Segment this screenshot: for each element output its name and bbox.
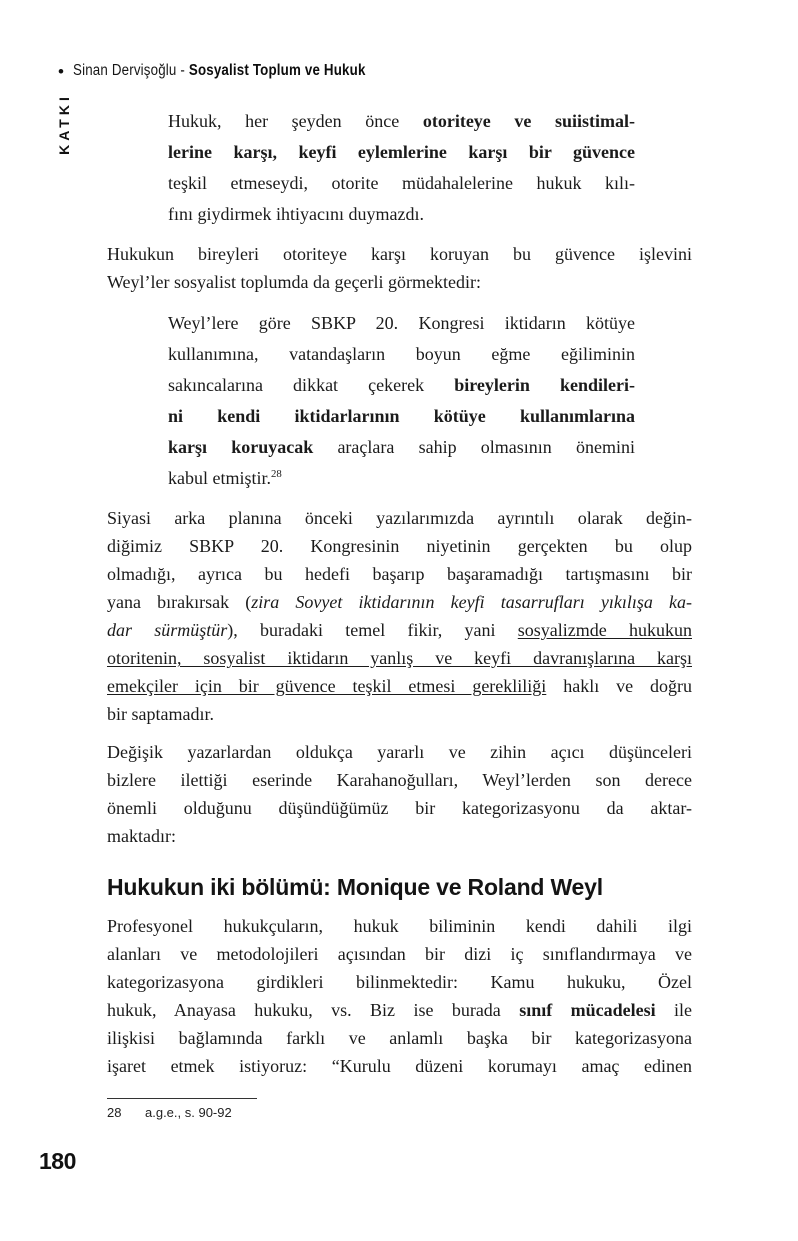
text-line <box>107 766 692 794</box>
text-run: emekçiler için bir güvence teşkil etmesi gerekliliği <box>107 676 547 696</box>
text-run: dar sürmüştür <box>107 620 228 640</box>
text-line <box>168 432 635 463</box>
text-run: otoritenin, sosyalist iktidarın yanlış ve keyfi davranışlarına karşı <box>107 648 692 668</box>
footnote-rule <box>107 1098 257 1099</box>
footnote-number: 28 <box>107 1105 122 1120</box>
header-text <box>73 62 366 80</box>
block-quote <box>168 106 635 230</box>
text-run: Siyasi arka planına önceki yazılarımızda ayrıntılı olarak değin- <box>107 508 692 528</box>
text-line <box>107 644 692 672</box>
text-line <box>107 794 692 822</box>
text-line <box>107 996 692 1024</box>
text-run: olmadığı, ayrıca bu hedefi başarıp başaramadığı tartışmasını bir <box>107 564 692 584</box>
text-line <box>107 1024 692 1052</box>
text-line <box>168 463 635 494</box>
text-run: kullanımına, vatandaşların boyun eğme eğiliminin <box>168 344 635 364</box>
text-run: Weyl’ler sosyalist toplumda da geçerli görmektedir: <box>107 272 481 292</box>
text-run: ilişkisi bağlamında farklı ve anlamlı başka bir kategorizasyona <box>107 1028 692 1048</box>
text-run: sınıf mücadelesi <box>519 1000 656 1020</box>
text-run: kabul etmiştir. <box>168 468 271 488</box>
text-run: sakıncalarına dikkat çekerek <box>168 375 455 395</box>
text-run: hukuk, Anayasa hukuku, vs. Biz ise burada <box>107 1000 520 1020</box>
paragraph <box>107 504 692 728</box>
text-run: ni kendi iktidarlarının kötüye kullanımlarına <box>168 406 635 426</box>
text-run: bizlere ilettiği eserinde Karahanoğulları, Weyl’lerden son derece <box>107 770 692 790</box>
paragraph <box>107 912 692 1080</box>
text-line <box>168 308 635 339</box>
text-run: ile <box>655 1000 692 1020</box>
text-line <box>168 370 635 401</box>
text-run: Weyl’lere göre SBKP 20. Kongresi iktidarın kötüye <box>168 313 635 333</box>
text-line <box>168 339 635 370</box>
text-line <box>107 268 692 296</box>
text-line <box>107 588 692 616</box>
page-number: 180 <box>39 1148 76 1174</box>
block-quote <box>168 308 635 494</box>
text-line <box>168 199 635 230</box>
text-run: haklı ve doğru <box>546 676 692 696</box>
text-run: fını giydirmek ihtiyacını duymazdı. <box>168 204 424 224</box>
page-body <box>107 94 692 1080</box>
text-line <box>107 968 692 996</box>
text-line <box>107 560 692 588</box>
text-run: kategorizasyona girdikleri bilinmektedir: Kamu hukuku, Özel <box>107 972 692 992</box>
text-line <box>107 822 692 850</box>
paragraph <box>107 738 692 850</box>
header-author: Sinan Dervişoğlu - <box>72 62 189 79</box>
text-run: işaret etmek istiyoruz: “Kurulu düzeni korumayı amaç edinen <box>107 1056 692 1076</box>
text-run: yana bırakırsak ( <box>107 592 252 612</box>
text-run: zira Sovyet iktidarının keyfi tasarrufları yıkılışa ka- <box>251 592 692 612</box>
text-run: ), buradaki temel fikir, yani <box>227 620 518 640</box>
text-run: diğimiz SBKP 20. Kongresinin niyetinin gerçekten bu olup <box>107 536 692 556</box>
paragraph <box>107 240 692 296</box>
text-line <box>107 240 692 268</box>
text-run: maktadır: <box>107 826 176 846</box>
text-line <box>168 106 635 137</box>
footnote <box>107 1098 257 1120</box>
text-run: karşı koruyacak <box>168 437 314 457</box>
text-run: araçlara sahip olmasının önemini <box>313 437 635 457</box>
text-line <box>107 738 692 766</box>
text-run: sosyalizmde hukukun <box>517 620 692 640</box>
text-run: alanları ve metodolojileri açısından bir dizi iç sınıflandırmaya ve <box>107 944 692 964</box>
text-line <box>107 700 692 728</box>
spine-section-label: KATKI <box>56 93 72 155</box>
text-line <box>107 1052 692 1080</box>
text-run: bireylerin kendileri- <box>454 375 636 395</box>
text-line <box>168 401 635 432</box>
text-line <box>107 940 692 968</box>
text-run: Hukukun bireyleri otoriteye karşı koruyan bu güvence işlevini <box>107 244 692 264</box>
bullet-icon: • <box>58 61 64 81</box>
text-run: Profesyonel hukukçuların, hukuk biliminin kendi dahili ilgi <box>107 916 692 936</box>
section-heading: Hukukun iki bölümü: Monique ve Roland Weyl <box>107 874 603 900</box>
text-line <box>107 616 692 644</box>
text-line <box>107 912 692 940</box>
header-book-title: Sosyalist Toplum ve Hukuk <box>188 62 366 79</box>
text-line <box>168 137 635 168</box>
text-run: Değişik yazarlardan oldukça yararlı ve zihin açıcı düşünceleri <box>107 742 692 762</box>
text-line <box>107 672 692 700</box>
footnote-text: a.g.e., s. 90-92 <box>145 1105 232 1120</box>
text-run: lerine karşı, keyfi eylemlerine karşı bir güvence <box>168 142 635 162</box>
running-header <box>58 62 413 80</box>
text-line <box>168 168 635 199</box>
footnote-reference: 28 <box>271 468 282 480</box>
text-run: önemli olduğunu düşündüğümüz bir kategorizasyonu da aktar- <box>107 798 692 818</box>
text-run: teşkil etmeseydi, otorite müdahalelerine hukuk kılı- <box>168 173 635 193</box>
text-run: otoriteye ve suiistimal- <box>422 111 635 131</box>
text-run: bir saptamadır. <box>107 704 214 724</box>
text-run: Hukuk, her şeyden önce <box>168 111 423 131</box>
text-line <box>107 532 692 560</box>
text-line <box>107 504 692 532</box>
